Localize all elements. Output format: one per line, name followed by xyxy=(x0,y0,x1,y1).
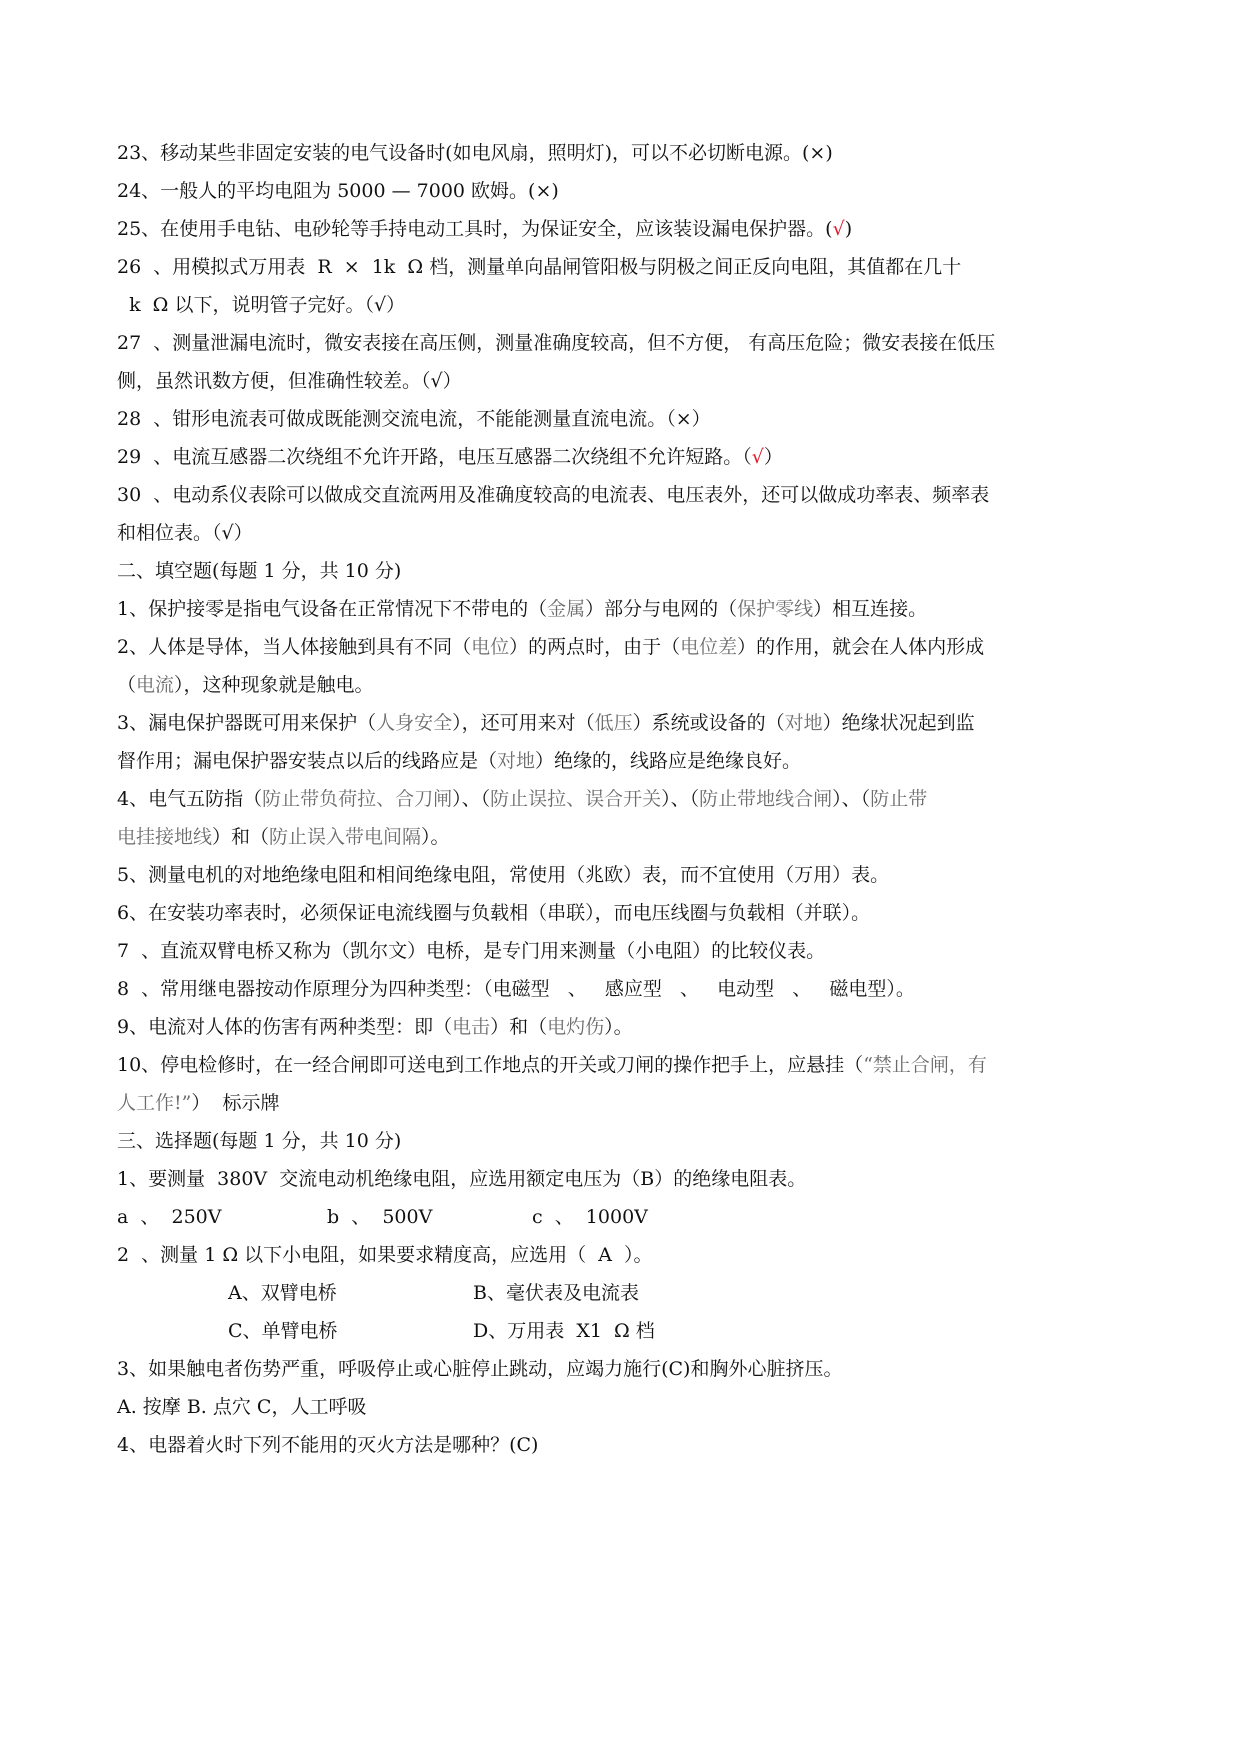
fill-q4-answer: 防止带负荷拉、合刀闸 xyxy=(262,788,453,810)
fill-q4-text: ）。 xyxy=(421,826,450,848)
fill-q4-text: ）、（ xyxy=(832,788,871,810)
tf-q25-text: 25、在使用手电钻、电砂轮等手持电动工具时，为保证安全，应该装设漏电保护器。( xyxy=(117,218,833,240)
fill-q3-line1 xyxy=(117,710,975,736)
fill-q1-text: ）部分与电网的（ xyxy=(585,598,738,620)
fill-q3-answer: 人身安全 xyxy=(376,712,453,734)
fill-q10-text: 10、停电检修时，在一经合闸即可送电到工作地点的开关或刀闸的操作把手上，应悬挂（ xyxy=(117,1054,864,1076)
fill-q4-text: ）、（ xyxy=(452,788,491,810)
fill-q3-text: 督作用；漏电保护器安装点以后的线路应是（ xyxy=(117,750,498,772)
fill-q4-text: ）和（ xyxy=(212,826,270,848)
choice-q3: 3、如果触电者伤势严重，呼吸停止或心脏停止跳动，应竭力施行(C)和胸外心脏挤压。 xyxy=(117,1358,843,1380)
tf-q28: 28 、钳形电流表可做成既能测交流电流，不能能测量直流电流。（×） xyxy=(117,408,711,430)
fill-q4-answer: 防止误拉、误合开关 xyxy=(490,788,662,810)
fill-q9-text: ）。 xyxy=(604,1016,633,1038)
choice-q1-option-c: c 、 1000V xyxy=(532,1206,648,1228)
fill-q9-text: 9、电流对人体的伤害有两种类型：即（ xyxy=(117,1016,453,1038)
fill-q4-line1 xyxy=(117,786,927,812)
fill-q10-answer: 人工作!” xyxy=(117,1092,192,1114)
choice-q2-option-d: D、万用表 X1 Ω 档 xyxy=(473,1320,655,1342)
choice-section-heading: 三、选择题(每题 1 分，共 10 分) xyxy=(117,1130,402,1152)
fill-q3-line2 xyxy=(117,748,801,774)
fill-q4-answer: 防止带地线合闸 xyxy=(699,788,833,810)
tf-q29-text: 29 、电流互感器二次绕组不允许开路，电压互感器二次绕组不允许短路。（ xyxy=(117,446,752,468)
fill-q1 xyxy=(117,596,927,622)
tf-q26-line1: 26 、用模拟式万用表 R × 1k Ω 档，测量单向晶闸管阳极与阴极之间正反向电阻，其值都在几十 xyxy=(117,256,962,278)
fill-q4-answer: 防止带 xyxy=(870,788,928,810)
fill-q7: 7 、直流双臂电桥又称为（凯尔文）电桥，是专门用来测量（小电阻）的比较仪表。 xyxy=(117,940,826,962)
fill-section-heading: 二、填空题(每题 1 分，共 10 分) xyxy=(117,560,402,582)
fill-q6: 6、在安装功率表时，必须保证电流线圈与负载相（串联），而电压线圈与负载相（并联）。 xyxy=(117,902,871,924)
fill-q3-answer: 对地 xyxy=(784,712,823,734)
choice-q2-option-a: A、双臂电桥 xyxy=(228,1282,337,1304)
tf-q25 xyxy=(117,216,852,242)
fill-q1-answer: 保护零线 xyxy=(737,598,814,620)
tf-q30-line2: 和相位表。（√） xyxy=(117,522,253,544)
fill-q3-answer: 低压 xyxy=(594,712,633,734)
tf-q26-line2: k Ω 以下，说明管子完好。（√） xyxy=(117,294,406,316)
fill-q2-text: ）的两点时，由于（ xyxy=(509,636,681,658)
tf-q23: 23、移动某些非固定安装的电气设备时(如电风扇，照明灯)，可以不必切断电源。(×) xyxy=(117,142,833,164)
choice-q4: 4、电器着火时下列不能用的灭火方法是哪种？(C) xyxy=(117,1434,539,1456)
fill-q10-line1 xyxy=(117,1052,987,1078)
fill-q2-line1 xyxy=(117,634,984,660)
fill-q2-answer: 电位 xyxy=(471,636,510,658)
choice-q2: 2 、测量 1 Ω 以下小电阻，如果要求精度高，应选用（ A ）。 xyxy=(117,1244,653,1266)
fill-q1-text: ）相互连接。 xyxy=(813,598,928,620)
fill-q2-line2 xyxy=(117,672,374,698)
fill-q8: 8 、常用继电器按动作原理分为四种类型：（电磁型 、 感应型 、 电动型 、 磁电型）。 xyxy=(117,978,915,1000)
tf-q29 xyxy=(117,444,783,470)
check-mark-icon: √ xyxy=(751,446,764,468)
choice-q1-option-a: a 、 250V xyxy=(117,1206,222,1228)
fill-q4-answer: 防止误入带电间隔 xyxy=(269,826,422,848)
fill-q10-text: ） 标示牌 xyxy=(191,1092,280,1114)
tf-q27-line2: 侧，虽然讯数方便，但准确性较差。（√） xyxy=(117,370,462,392)
fill-q3-answer: 对地 xyxy=(497,750,536,772)
fill-q4-text: 4、电气五防指（ xyxy=(117,788,263,810)
fill-q2-answer: 电流 xyxy=(136,674,175,696)
fill-q1-answer: 金属 xyxy=(547,598,586,620)
choice-q2-option-c: C、单臂电桥 xyxy=(228,1320,338,1342)
fill-q2-text: ），这种现象就是触电。 xyxy=(174,674,374,696)
fill-q10-answer: “禁止合闸，有 xyxy=(863,1054,987,1076)
fill-q2-text: 2、人体是导体，当人体接触到具有不同（ xyxy=(117,636,472,658)
choice-q1: 1、要测量 380V 交流电动机绝缘电阻，应选用额定电压为（B）的绝缘电阻表。 xyxy=(117,1168,807,1190)
tf-q24: 24、一般人的平均电阻为 5000 — 7000 欧姆。(×) xyxy=(117,180,559,202)
tf-q29-close: ） xyxy=(763,446,783,468)
choice-q2-option-b: B、毫伏表及电流表 xyxy=(473,1282,639,1304)
fill-q3-text: 3、漏电保护器既可用来保护（ xyxy=(117,712,377,734)
check-mark-icon: √ xyxy=(832,218,845,240)
tf-q25-close: ) xyxy=(844,218,853,240)
tf-q30-line1: 30 、电动系仪表除可以做成交直流两用及准确度较高的电流表、电压表外，还可以做成功率表、频率表 xyxy=(117,484,990,506)
fill-q3-text: ）绝缘的，线路应是绝缘良好。 xyxy=(535,750,802,772)
fill-q3-text: ）绝缘状况起到监 xyxy=(822,712,975,734)
fill-q9 xyxy=(117,1014,633,1040)
fill-q3-text: ），还可用来对（ xyxy=(452,712,595,734)
fill-q4-answer: 电挂接地线 xyxy=(117,826,213,848)
fill-q4-text: ）、（ xyxy=(661,788,700,810)
fill-q2-text: ）的作用，就会在人体内形成 xyxy=(737,636,985,658)
fill-q1-text: 1、保护接零是指电气设备在正常情况下不带电的（ xyxy=(117,598,548,620)
fill-q4-line2 xyxy=(117,824,450,850)
tf-q27-line1: 27 、测量泄漏电流时，微安表接在高压侧，测量准确度较高，但不方便， 有高压危险；微安表接在低压 xyxy=(117,332,996,354)
choice-q3-options: A. 按摩 B. 点穴 C，人工呼吸 xyxy=(117,1396,367,1418)
fill-q10-line2 xyxy=(117,1090,279,1116)
fill-q2-text: （ xyxy=(117,674,137,696)
fill-q3-text: ）系统或设备的（ xyxy=(632,712,785,734)
fill-q9-text: ）和（ xyxy=(490,1016,548,1038)
fill-q2-answer: 电位差 xyxy=(680,636,738,658)
fill-q9-answer: 电击 xyxy=(452,1016,491,1038)
fill-q5: 5、测量电机的对地绝缘电阻和相间绝缘电阻，常使用（兆欧）表，而不宜使用（万用）表。 xyxy=(117,864,890,886)
choice-q1-option-b: b 、 500V xyxy=(327,1206,433,1228)
fill-q9-answer: 电灼伤 xyxy=(547,1016,605,1038)
